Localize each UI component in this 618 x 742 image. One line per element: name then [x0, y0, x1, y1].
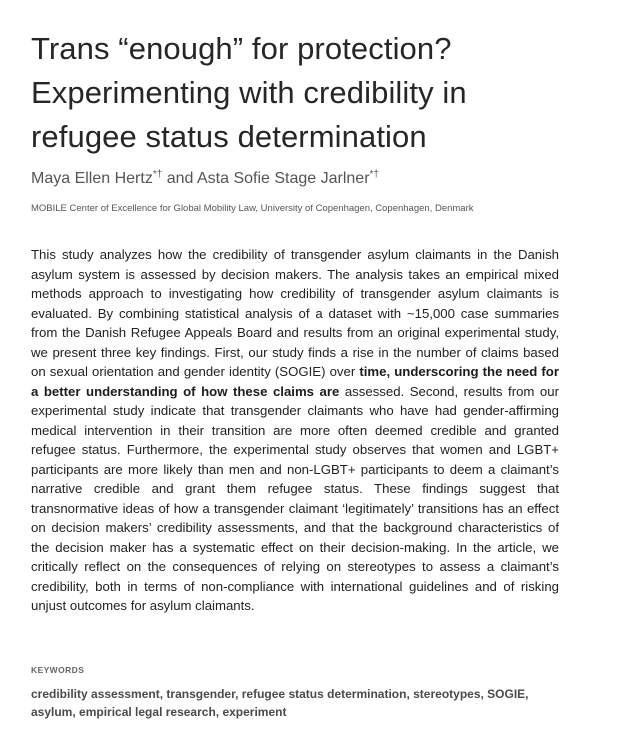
- author-1-affiliation-marks: *†: [152, 169, 163, 180]
- title-line-3: refugee status determination: [31, 119, 427, 154]
- keywords-heading: KEYWORDS: [31, 665, 85, 675]
- author-conjunction: and: [162, 170, 197, 187]
- author-list: [31, 170, 379, 188]
- abstract-highlighted-text: time, underscoring the need for a better understanding of how these claims are: [31, 364, 559, 399]
- abstract-part-1: This study analyzes how the credibility of transgender asylum claimants in the Danish asylum system is assessed by decision makers. The analysis takes an empirical mixed methods approach to investigating how credibility of transgender asylum claimants is evaluated. By combining statistical analysis of a dataset with ~15,000 case summaries from the Danish Refugee Appeals Board and results from an original experimental study, we present three key findings. First, our study finds a rise in the number of claims based on sexual orientation and gender identity (SOGIE) over: [31, 247, 559, 379]
- abstract-text: [31, 245, 559, 616]
- author-affiliation: MOBILE Center of Excellence for Global Mobility Law, University of Copenhagen, Copenhagen, Denmark: [31, 203, 474, 214]
- title-line-1: Trans “enough” for protection?: [31, 31, 452, 66]
- author-2-affiliation-marks: *†: [369, 169, 379, 180]
- article-title: [31, 27, 601, 159]
- author-name-2[interactable]: Asta Sofie Stage Jarlner: [196, 170, 370, 187]
- keywords-list: credibility assessment, transgender, refugee status determination, stereotypes, SOGIE, asylum, empirical legal research, experiment: [31, 687, 529, 719]
- abstract-part-2: assessed. Second, results from our experimental study indicate that transgender claimants who have had gender-affirming medical intervention in their transition are more often deemed credible and granted refugee status. Furthermore, the experimental study observes that women and LGBT+ participants are more likely than men and non-LGBT+ participants to deem a claimant’s narrative credible and grant them refugee status. These findings suggest that transnormative ideas of how a transgender claimant ‘legitimately’ transitions has an effect on decision makers’ credibility assessments, and that the background characteristics of the decision maker has a systematic effect on their decision-making. In the article, we critically reflect on the consequences of relying on stereotypes to assess a claimant’s credibility, both in terms of non-compliance with international guidelines and of risking unjust outcomes for asylum claimants.: [31, 383, 559, 613]
- author-name-1[interactable]: Maya Ellen Hertz: [31, 170, 153, 187]
- title-line-2: Experimenting with credibility in: [31, 75, 467, 110]
